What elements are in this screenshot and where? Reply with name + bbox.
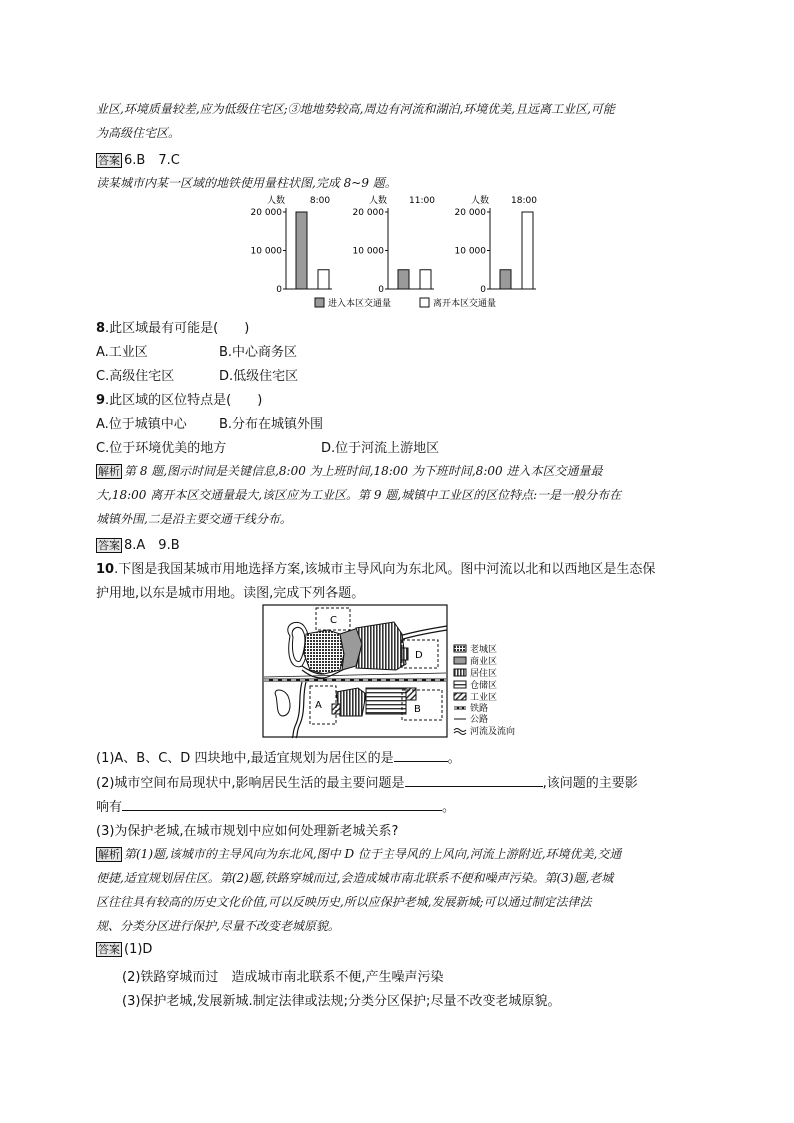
legend-railway: 铁路 xyxy=(470,704,489,714)
residential-area-north xyxy=(356,622,406,670)
q9-option-c: C.位于环境优美的地方 xyxy=(96,441,227,456)
analysis-10-line-4: 规、分类分区进行保护,尽量不改变老城原貌。 xyxy=(96,919,340,933)
chart-title-2: 18:00 xyxy=(511,196,537,206)
analysis-8-9-line-2: 大,18:00 离开本区交通量最大,该区应为工业区。第 9 题,城镇中工业区的区位特点:一是一般分布在 xyxy=(96,488,622,502)
q8-option-a: A.工业区 xyxy=(96,345,148,360)
warehouse-area xyxy=(366,688,406,714)
label-b: B xyxy=(414,704,421,715)
q10-sub2: (2)城市空间布局现状中,影响居民生活的最主要问题是 ,该问题的主要影 xyxy=(96,776,638,791)
chart-legend-enter: 进入本区交通量 xyxy=(328,299,392,309)
blank-1[interactable] xyxy=(394,749,448,762)
q9-stem: 9.此区域的区位特点是( ) xyxy=(96,393,263,408)
q9-option-b: B.分布在城镇外围 xyxy=(219,417,324,432)
chart-legend-enter-swatch xyxy=(315,298,324,307)
q8-option-c: C.高级住宅区 xyxy=(96,369,175,384)
analysis-tag: 解析 xyxy=(98,465,120,478)
legend-warehouse-swatch xyxy=(454,681,466,688)
analysis-tag: 解析 xyxy=(98,848,120,861)
answer-10-line-2: (2)铁路穿城而过 造成城市南北联系不便,产生噪声污染 xyxy=(122,970,444,985)
q9-option-d: D.位于河流上游地区 xyxy=(321,441,440,456)
chart-bar-2-enter xyxy=(500,270,511,289)
label-c: C xyxy=(330,615,337,626)
chart-tick-label-0-2: 0 xyxy=(276,285,282,295)
city-land-use-map xyxy=(262,604,534,744)
q10-stem-line-1: 10.下图是我国某城市用地选择方案,该城市主导风向为东北风。图中河流以北和以西地区是生态保 xyxy=(96,562,656,577)
analysis-10-line-1: 解析 第(1)题,该城市的主导风向为东北风,图中 D 位于主导风的上风向,河流上游附近,环境优美,交通 xyxy=(98,847,622,861)
analysis-8-9-line-1: 解析 第 8 题,图示时间是关键信息,8:00 为上班时间,18:00 为下班时间,8:00 进入本区交通量最 xyxy=(98,464,603,478)
map-legend xyxy=(454,643,515,737)
chart-ylabel-2: 人数 xyxy=(470,196,490,206)
q10-stem-line-2: 护用地,以东是城市用地。读图,完成下列各题。 xyxy=(96,586,365,601)
residential-annex xyxy=(402,648,408,660)
legend-commercial-swatch xyxy=(454,657,466,664)
old-city-area xyxy=(304,630,344,674)
q8-option-d: D.低级住宅区 xyxy=(219,369,299,384)
chart-legend-leave: 离开本区交通量 xyxy=(433,299,497,309)
chart-tick-label-0-0: 20 000 xyxy=(250,208,282,218)
answer-10-line-1: 答案 (1)D xyxy=(98,942,153,957)
legend-old-city-swatch xyxy=(454,645,466,652)
answer-6-7: 答案 6.B 7.C xyxy=(98,153,180,168)
chart-legend-leave-swatch xyxy=(420,298,429,307)
blank-2[interactable] xyxy=(405,774,543,787)
chart-bar-2-leave xyxy=(522,212,533,289)
blank-3[interactable] xyxy=(122,798,442,811)
legend-river: 河流及流向 xyxy=(470,727,516,737)
subway-usage-chart xyxy=(240,192,550,314)
answer-tag: 答案 xyxy=(98,539,120,552)
answer-tag: 答案 xyxy=(98,943,120,956)
chart-intro: 读某城市内某一区域的地铁使用量柱状图,完成 8~9 题。 xyxy=(96,176,397,190)
chart-ylabel-1: 人数 xyxy=(368,196,388,206)
chart-bar-1-enter xyxy=(398,270,409,289)
chart-tick-label-2-0: 20 000 xyxy=(454,208,486,218)
chart-tick-label-1-2: 0 xyxy=(378,285,384,295)
legend-old-city: 老城区 xyxy=(470,645,498,655)
q10-sub2-line-2: 响有 。 xyxy=(96,800,456,815)
chart-title-1: 11:00 xyxy=(409,196,435,206)
chart-tick-label-2-2: 0 xyxy=(480,285,486,295)
legend-commercial: 商业区 xyxy=(470,657,498,667)
label-d: D xyxy=(415,650,423,661)
chart-title-0: 8:00 xyxy=(309,196,331,206)
chart-tick-label-1-1: 10 000 xyxy=(352,246,384,257)
analysis-10-line-2: 便捷,适宜规划居住区。第(2)题,铁路穿城而过,会造成城市南北联系不便和噪声污染。第(3)题,老城 xyxy=(96,871,614,885)
legend-industry: 工业区 xyxy=(470,693,498,703)
chart-tick-label-2-1: 10 000 xyxy=(454,246,486,257)
chart-ylabel-0: 人数 xyxy=(266,196,286,206)
intro-line-2: 为高级住宅区。 xyxy=(96,126,181,140)
legend-river-swatch xyxy=(454,729,466,735)
chart-bar-0-leave xyxy=(318,270,329,289)
legend-highway: 公路 xyxy=(470,715,489,725)
analysis-10-line-3: 区往往具有较高的历史文化价值,可以反映历史,所以应保护老城,发展新城;可以通过制定法律法 xyxy=(96,895,592,909)
q10-sub3: (3)为保护老城,在城市规划中应如何处理新老城关系? xyxy=(96,824,399,839)
answer-8-9: 答案 8.A 9.B xyxy=(98,538,180,553)
q9-option-a: A.位于城镇中心 xyxy=(96,417,187,432)
answer-10-line-3: (3)保护老城,发展新城.制定法律或法规;分类分区保护;尽量不改变老城原貌。 xyxy=(122,994,561,1009)
legend-industry-swatch xyxy=(454,693,466,700)
chart-tick-label-1-0: 20 000 xyxy=(352,208,384,218)
intro-line-1: 业区,环境质量较差,应为低级住宅区;③地地势较高,周边有河流和湖泊,环境优美,且远离工业区,可能 xyxy=(96,102,615,116)
q10-sub1: (1)A、B、C、D 四块地中,最适宜规划为居住区的是 。 xyxy=(96,751,461,766)
legend-residential-swatch xyxy=(454,669,466,676)
chart-bar-1-leave xyxy=(420,270,431,289)
chart-tick-label-0-1: 10 000 xyxy=(250,246,282,257)
label-a: A xyxy=(315,700,322,711)
chart-bar-0-enter xyxy=(296,212,307,289)
answer-tag: 答案 xyxy=(98,154,120,167)
analysis-8-9-line-3: 城镇外围,二是沿主要交通干线分布。 xyxy=(96,512,292,526)
legend-warehouse: 仓储区 xyxy=(470,681,498,691)
q8-option-b: B.中心商务区 xyxy=(219,345,298,360)
legend-residential: 居住区 xyxy=(470,669,498,679)
q8-stem: 8.此区域最有可能是( ) xyxy=(96,321,250,336)
